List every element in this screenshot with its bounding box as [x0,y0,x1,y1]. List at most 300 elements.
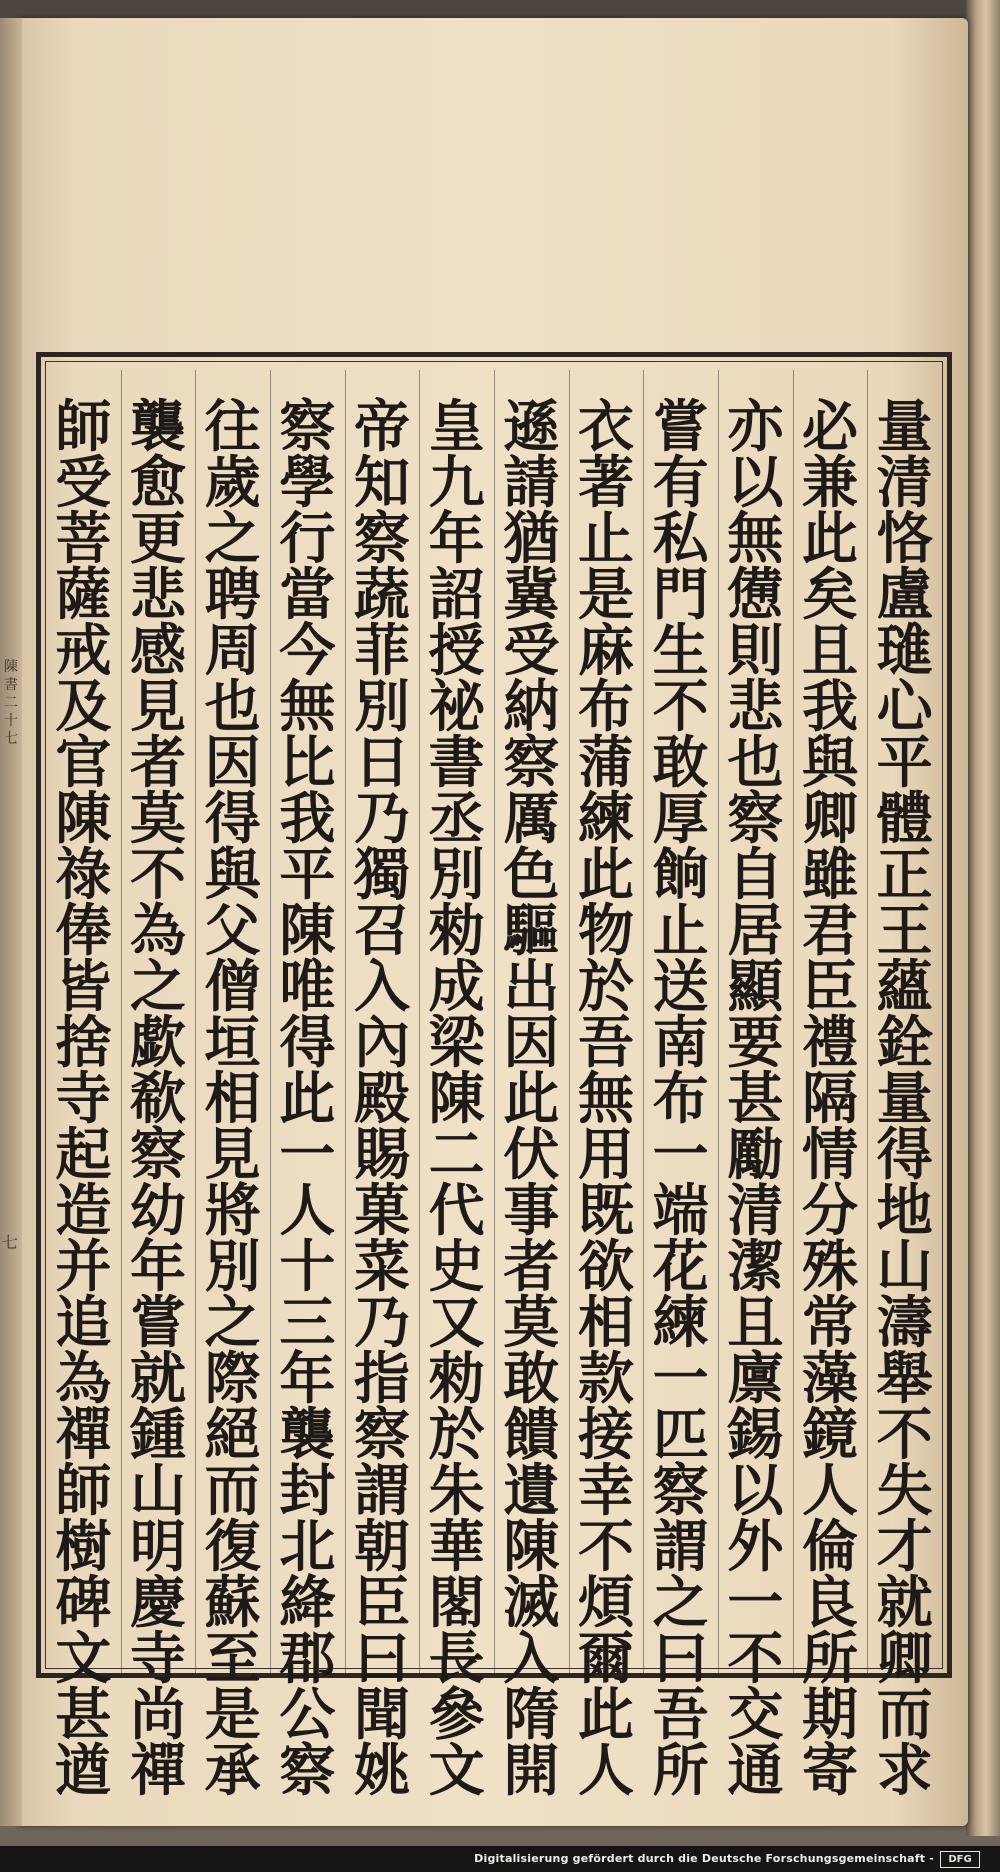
dfg-logo: DFG [940,1851,980,1868]
glyph: 開 [503,1739,560,1804]
glyph: 居 [727,899,784,964]
glyph: 臣 [354,1571,410,1636]
glyph: 不 [652,675,709,740]
glyph: 官 [55,731,112,796]
text-column [269,395,345,1804]
glyph: 遜 [503,395,560,460]
text-frame [36,352,952,1804]
glyph: 年 [130,1235,186,1300]
glyph: 君 [802,899,858,964]
glyph: 端 [652,1179,709,1244]
glyph: 文 [55,1627,112,1692]
glyph: 察 [354,1403,410,1468]
glyph: 量 [876,1067,933,1132]
glyph: 王 [876,899,933,964]
glyph: 出 [503,955,560,1020]
glyph: 十 [279,1235,336,1300]
glyph: 藻 [802,1347,858,1412]
glyph: 無 [279,675,336,740]
glyph: 別 [204,1235,261,1300]
glyph: 得 [204,787,261,852]
text-column [867,395,943,1804]
glyph: 皆 [55,955,112,1020]
glyph: 朱 [428,1459,485,1524]
glyph: 成 [428,955,485,1020]
glyph: 禪 [130,1739,186,1804]
glyph: 廪 [727,1347,784,1412]
glyph: 閣 [428,1571,485,1636]
glyph: 朝 [354,1515,410,1580]
glyph: 是 [578,563,634,628]
glyph: 感 [130,619,186,684]
glyph: 者 [503,1235,560,1300]
glyph: 吾 [652,1683,709,1748]
glyph: 指 [354,1347,410,1412]
glyph: 布 [578,675,634,740]
glyph: 鏡 [802,1403,858,1468]
glyph: 陳 [428,1067,485,1132]
glyph: 際 [204,1347,261,1412]
glyph: 體 [876,787,933,852]
glyph: 史 [428,1235,485,1300]
glyph: 用 [578,1123,634,1188]
glyph: 不 [876,1403,933,1468]
glyph: 見 [204,1123,261,1188]
glyph: 憊 [727,563,784,628]
glyph: 二 [428,1123,485,1188]
glyph: 受 [503,619,560,684]
margin-char: 陳 [4,659,18,675]
glyph: 潔 [727,1235,784,1300]
glyph: 餉 [652,843,709,908]
glyph: 失 [876,1459,933,1524]
glyph: 唯 [279,955,336,1020]
glyph: 尚 [130,1683,186,1748]
glyph: 相 [204,1067,261,1132]
glyph: 往 [204,395,261,460]
glyph: 知 [354,451,410,516]
glyph: 復 [204,1515,261,1580]
text-column [120,395,196,1804]
glyph: 行 [279,507,336,572]
glyph: 濤 [876,1291,933,1356]
glyph: 慶 [130,1571,186,1636]
glyph: 就 [130,1347,186,1412]
glyph: 通 [727,1739,784,1804]
glyph: 猶 [503,507,560,572]
glyph: 卿 [802,787,858,852]
margin-book-title [2,658,20,818]
glyph: 菩 [55,507,112,572]
glyph: 公 [279,1683,336,1748]
glyph: 盧 [876,563,933,628]
glyph: 之 [204,507,261,572]
glyph: 入 [503,1627,560,1692]
glyph: 麻 [578,619,634,684]
glyph: 我 [802,675,858,740]
glyph: 薩 [55,563,112,628]
glyph: 禪 [55,1403,112,1468]
glyph: 情 [802,1123,858,1188]
glyph: 地 [876,1179,933,1244]
margin-char: 七 [4,731,18,747]
glyph: 曰 [354,1627,410,1692]
glyph: 一 [727,1571,784,1636]
text-column [643,395,719,1804]
glyph: 臣 [802,955,858,1020]
glyph: 樹 [55,1515,112,1580]
glyph: 心 [876,675,933,740]
text-column [493,395,569,1804]
glyph: 歔 [130,1011,186,1076]
margin-char: 二 [4,695,18,711]
glyph: 蘊 [876,955,933,1020]
glyph: 將 [204,1179,261,1244]
glyph: 嘗 [652,395,709,460]
glyph: 是 [204,1683,261,1748]
glyph: 入 [354,955,410,1020]
glyph: 北 [279,1515,336,1580]
glyph: 有 [652,451,709,516]
glyph: 舉 [876,1347,933,1412]
glyph: 莫 [503,1291,560,1356]
glyph: 卿 [876,1627,933,1692]
glyph: 倫 [802,1515,858,1580]
glyph: 門 [652,563,709,628]
glyph: 菲 [354,619,410,684]
glyph: 年 [428,507,485,572]
glyph: 於 [428,1403,485,1468]
glyph: 色 [503,843,560,908]
glyph: 欲 [578,1235,634,1300]
glyph: 得 [876,1123,933,1188]
glyph: 獨 [354,843,410,908]
glyph: 無 [727,507,784,572]
glyph: 察 [279,395,336,460]
glyph: 長 [428,1627,485,1692]
glyph: 正 [876,843,933,908]
glyph: 菜 [354,1235,410,1300]
glyph: 得 [279,1011,336,1076]
glyph: 銓 [876,1011,933,1076]
glyph: 隋 [503,1683,560,1748]
glyph: 菓 [354,1179,410,1244]
glyph: 人 [578,1739,634,1804]
glyph: 承 [204,1739,261,1804]
text-column [419,395,495,1804]
glyph: 更 [130,507,186,572]
glyph: 蔬 [354,563,410,628]
glyph: 一 [652,1123,709,1188]
glyph: 欷 [130,1067,186,1132]
text-column [45,395,121,1804]
glyph: 禮 [802,1011,858,1076]
glyph: 南 [652,1011,709,1076]
glyph: 璡 [876,619,933,684]
text-column [568,395,644,1804]
glyph: 日 [354,731,410,796]
glyph: 陳 [503,1515,560,1580]
glyph: 殊 [802,1235,858,1300]
glyph: 山 [130,1459,186,1524]
glyph: 書 [428,731,485,796]
glyph: 悲 [727,675,784,740]
glyph: 亦 [727,395,784,460]
glyph: 清 [876,451,933,516]
glyph: 三 [279,1291,336,1356]
glyph: 之 [204,1291,261,1356]
glyph: 而 [204,1459,261,1524]
glyph: 皇 [428,395,485,460]
glyph: 垣 [204,1011,261,1076]
glyph: 物 [578,899,634,964]
glyph: 錫 [727,1403,784,1468]
margin-char: 十 [4,713,18,729]
glyph: 納 [503,675,560,740]
glyph: 此 [578,843,634,908]
glyph: 送 [652,955,709,1020]
glyph: 於 [578,955,634,1020]
glyph: 遺 [503,1459,560,1524]
glyph: 必 [802,395,858,460]
glyph: 察 [354,507,410,572]
glyph: 年 [279,1347,336,1412]
glyph: 捨 [55,1011,112,1076]
glyph: 明 [130,1515,186,1580]
glyph: 止 [578,507,634,572]
glyph: 戒 [55,619,112,684]
glyph: 內 [354,1011,410,1076]
glyph: 幸 [578,1459,634,1524]
glyph: 周 [204,619,261,684]
glyph: 驅 [503,899,560,964]
glyph: 外 [727,1515,784,1580]
glyph: 聞 [354,1683,410,1748]
glyph: 察 [727,787,784,852]
glyph: 此 [802,507,858,572]
glyph: 布 [652,1067,709,1132]
glyph: 常 [802,1291,858,1356]
glyph: 煩 [578,1571,634,1636]
glyph: 別 [428,843,485,908]
glyph: 莫 [130,787,186,852]
glyph: 此 [578,1683,634,1748]
glyph: 不 [578,1515,634,1580]
glyph: 生 [652,619,709,684]
glyph: 碑 [55,1571,112,1636]
glyph: 練 [652,1291,709,1356]
glyph: 恪 [876,507,933,572]
glyph: 接 [578,1403,634,1468]
glyph: 人 [802,1459,858,1524]
glyph: 顯 [727,955,784,1020]
glyph: 遒 [55,1739,112,1804]
glyph: 甚 [727,1067,784,1132]
glyph: 愈 [130,451,186,516]
glyph: 自 [727,843,784,908]
glyph: 平 [876,731,933,796]
glyph: 以 [727,1459,784,1524]
glyph: 謂 [652,1515,709,1580]
glyph: 九 [428,451,485,516]
glyph: 勑 [428,899,485,964]
glyph: 一 [279,1123,336,1188]
glyph: 雖 [802,843,858,908]
glyph: 詔 [428,563,485,628]
glyph: 鍾 [130,1403,186,1468]
glyph: 人 [279,1179,336,1244]
glyph: 者 [130,731,186,796]
glyph: 召 [354,899,410,964]
glyph: 就 [876,1571,933,1636]
margin-char: 書 [4,677,18,693]
glyph: 厲 [503,787,560,852]
glyph: 不 [130,843,186,908]
text-frame-inner [45,361,943,1804]
glyph: 察 [130,1123,186,1188]
glyph: 此 [279,1067,336,1132]
glyph: 滅 [503,1571,560,1636]
glyph: 練 [578,787,634,852]
text-column [717,395,793,1804]
glyph: 山 [876,1235,933,1300]
glyph: 甚 [55,1683,112,1748]
glyph: 此 [503,1067,560,1132]
glyph: 也 [727,731,784,796]
glyph: 伏 [503,1123,560,1188]
glyph: 冀 [503,563,560,628]
glyph: 請 [503,451,560,516]
glyph: 封 [279,1459,336,1524]
glyph: 寄 [802,1739,858,1804]
glyph: 爾 [578,1627,634,1692]
glyph: 要 [727,1011,784,1076]
glyph: 丞 [428,787,485,852]
glyph: 追 [55,1291,112,1356]
glyph: 勵 [727,1123,784,1188]
glyph: 一 [652,1347,709,1412]
glyph: 梁 [428,1011,485,1076]
glyph: 嘗 [130,1291,186,1356]
glyph: 兼 [802,451,858,516]
glyph: 襲 [279,1403,336,1468]
glyph: 郡 [279,1627,336,1692]
glyph: 蒲 [578,731,634,796]
glyph: 乃 [354,1291,410,1356]
glyph: 乃 [354,787,410,852]
glyph: 學 [279,451,336,516]
glyph: 當 [279,563,336,628]
glyph: 察 [279,1739,336,1804]
glyph: 寺 [130,1627,186,1692]
glyph: 量 [876,395,933,460]
glyph: 察 [652,1459,709,1524]
glyph: 與 [802,731,858,796]
glyph: 無 [578,1067,634,1132]
glyph: 之 [130,955,186,1020]
glyph: 既 [578,1179,634,1244]
glyph: 分 [802,1179,858,1244]
glyph: 參 [428,1683,485,1748]
glyph: 悲 [130,563,186,628]
glyph: 祿 [55,843,112,908]
glyph: 為 [55,1347,112,1412]
glyph: 才 [876,1515,933,1580]
glyph: 比 [279,731,336,796]
glyph: 絳 [279,1571,336,1636]
glyph: 因 [503,1011,560,1076]
glyph: 賜 [354,1123,410,1188]
glyph: 吾 [578,1011,634,1076]
glyph: 敢 [652,731,709,796]
folio-number: 七 [2,1233,19,1252]
glyph: 絕 [204,1403,261,1468]
glyph: 起 [55,1123,112,1188]
glyph: 襲 [130,395,186,460]
glyph: 款 [578,1347,634,1412]
glyph: 父 [204,899,261,964]
glyph: 謂 [354,1459,410,1524]
glyph: 衣 [578,395,634,460]
glyph: 陳 [55,787,112,852]
glyph: 歲 [204,451,261,516]
glyph: 僧 [204,955,261,1020]
glyph: 著 [578,451,634,516]
glyph: 饋 [503,1403,560,1468]
glyph: 隔 [802,1067,858,1132]
glyph: 求 [876,1739,933,1804]
glyph: 別 [354,675,410,740]
glyph: 見 [130,675,186,740]
glyph: 寺 [55,1067,112,1132]
glyph: 相 [578,1291,634,1356]
glyph: 敢 [503,1347,560,1412]
glyph: 且 [802,619,858,684]
glyph: 祕 [428,675,485,740]
glyph: 又 [428,1291,485,1356]
glyph: 察 [503,731,560,796]
glyph: 至 [204,1627,261,1692]
text-column [792,395,868,1804]
glyph: 并 [55,1235,112,1300]
glyph: 今 [279,619,336,684]
glyph: 清 [727,1179,784,1244]
glyph: 之 [652,1571,709,1636]
glyph: 師 [55,395,112,460]
text-column [195,395,271,1804]
glyph: 華 [428,1515,485,1580]
glyph: 因 [204,731,261,796]
glyph: 師 [55,1459,112,1524]
glyph: 幼 [130,1179,186,1244]
glyph: 帝 [354,395,410,460]
glyph: 止 [652,899,709,964]
glyph: 授 [428,619,485,684]
text-column [344,395,420,1804]
glyph: 平 [279,843,336,908]
glyph: 勑 [428,1347,485,1412]
glyph: 及 [55,675,112,740]
glyph: 與 [204,843,261,908]
glyph: 陳 [279,899,336,964]
glyph: 且 [727,1291,784,1356]
glyph: 花 [652,1235,709,1300]
glyph: 蘇 [204,1571,261,1636]
glyph: 我 [279,787,336,852]
glyph: 不 [727,1627,784,1692]
glyph: 交 [727,1683,784,1748]
glyph: 也 [204,675,261,740]
